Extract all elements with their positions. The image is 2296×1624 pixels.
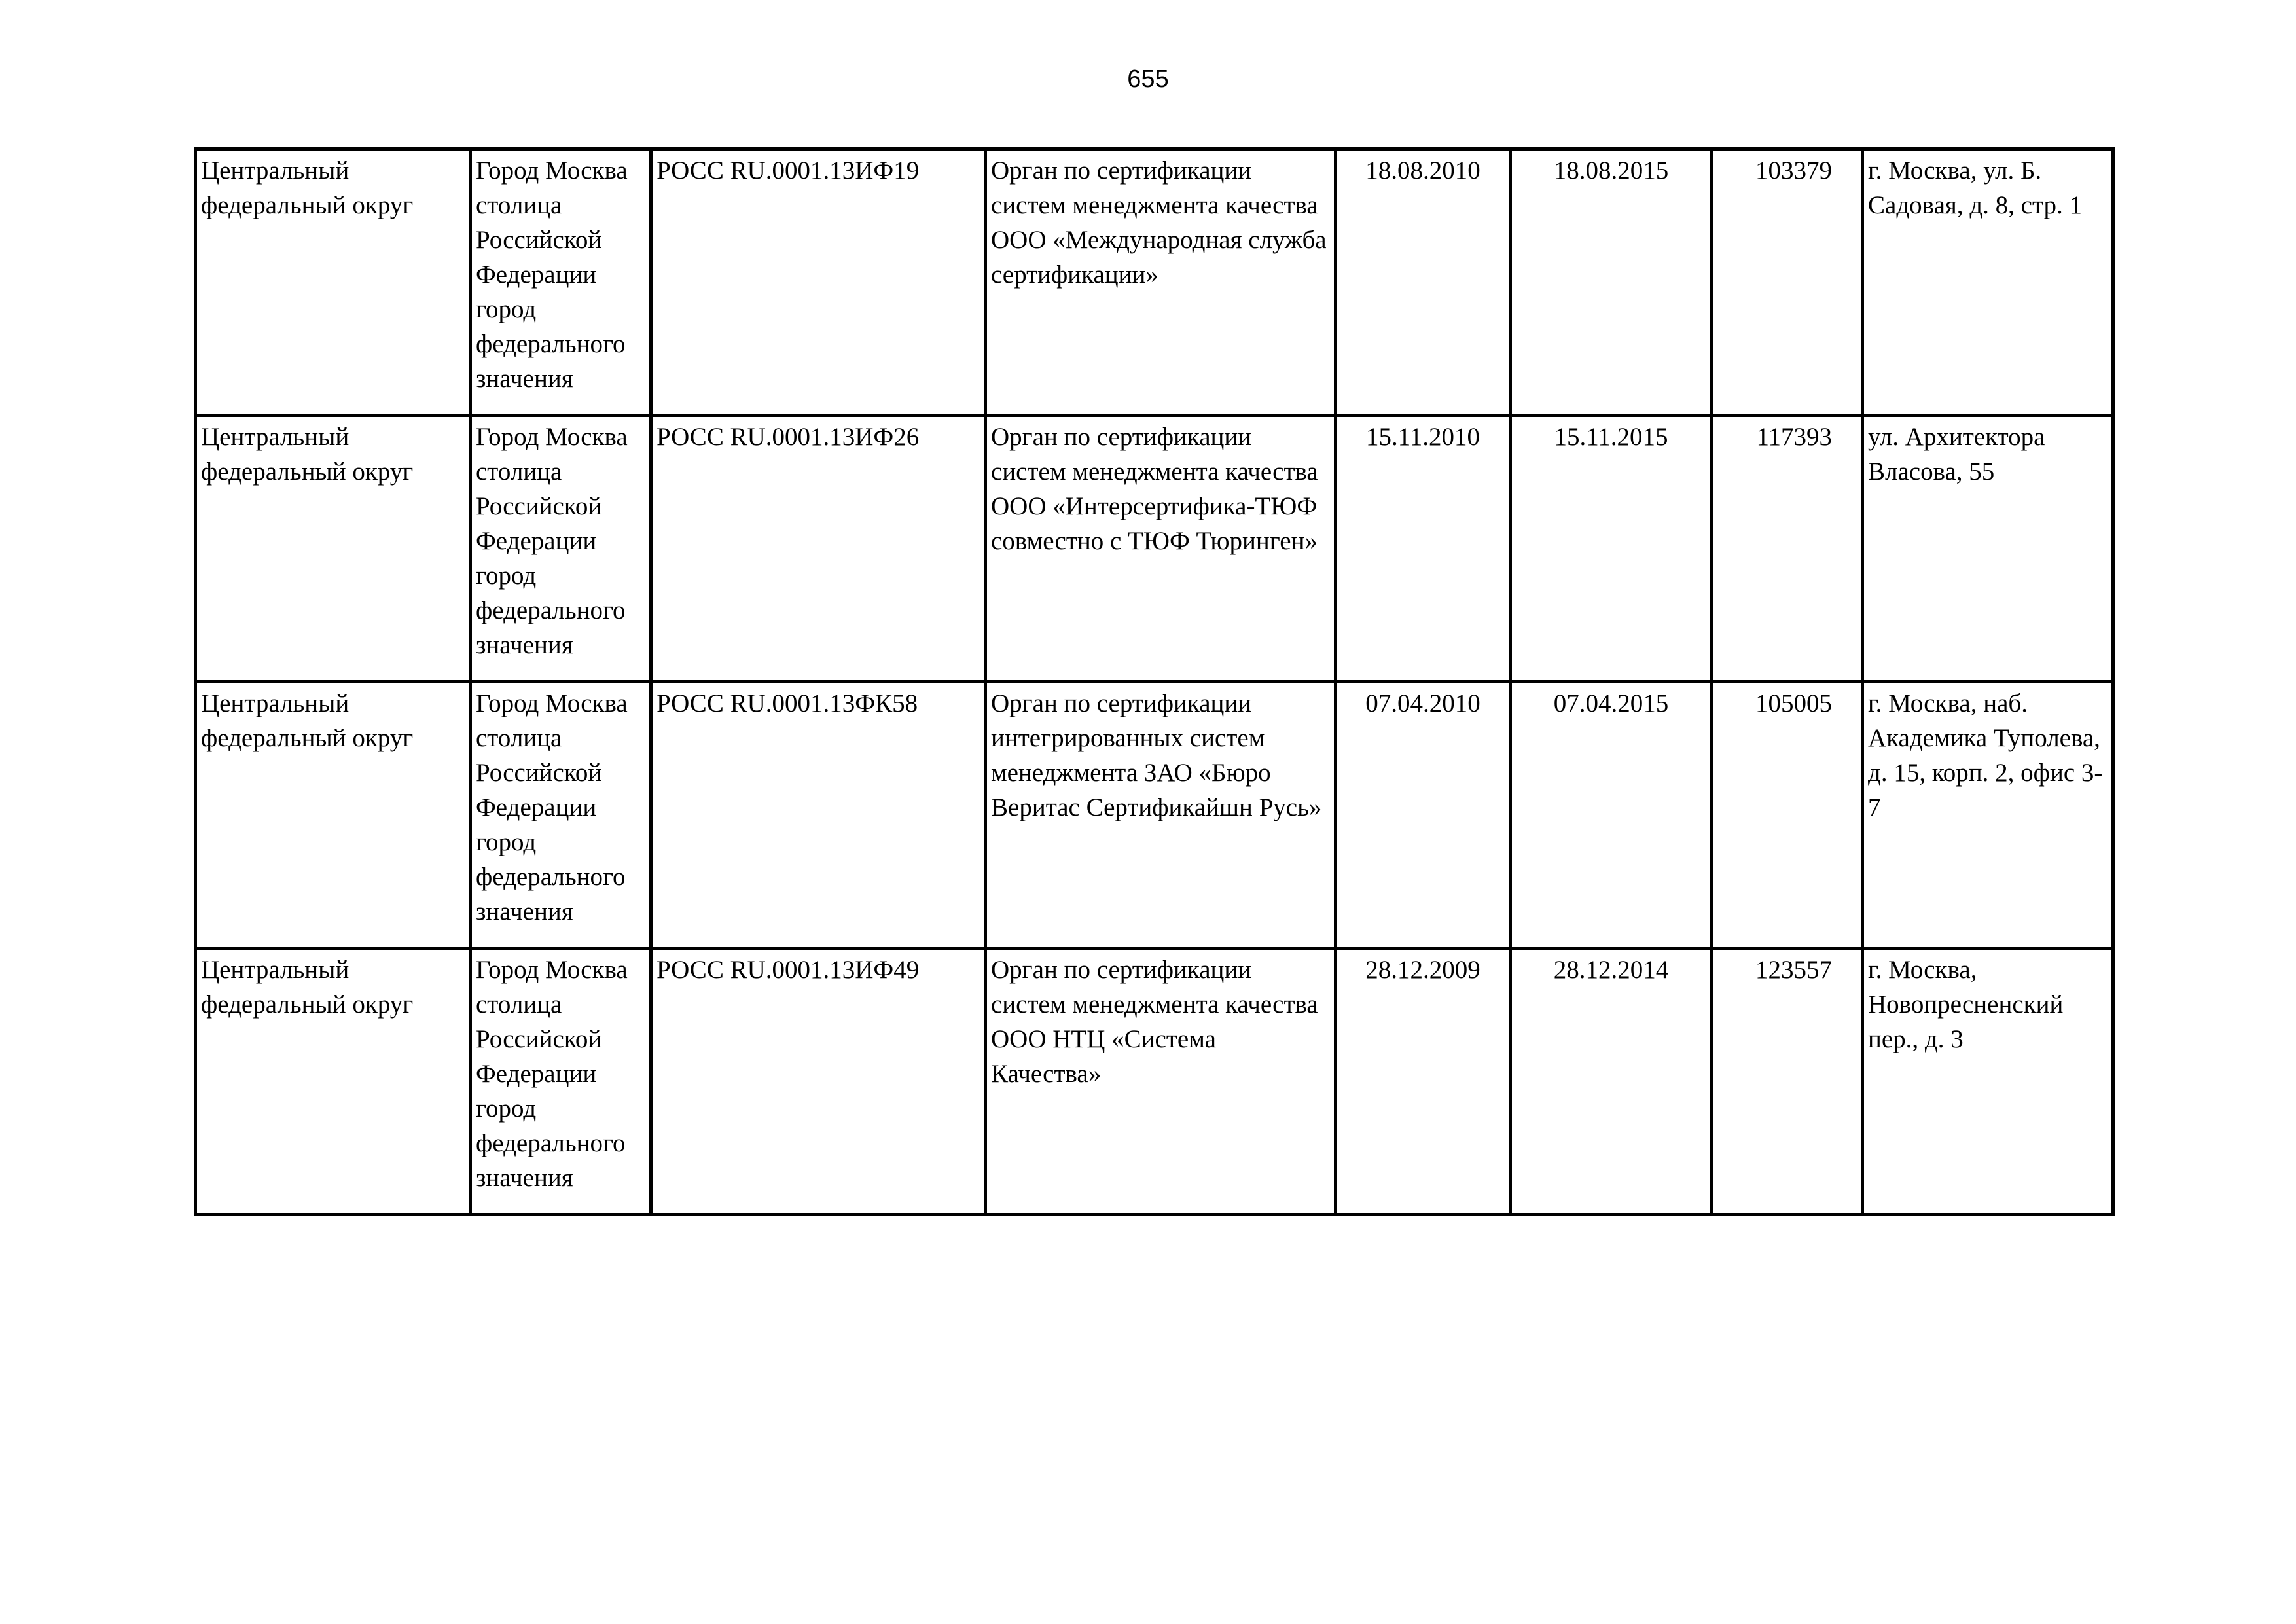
address-text: г. Москва, ул. Б. Садовая, д. 8, стр. 1: [1868, 156, 2082, 219]
table-row: [196, 682, 2113, 948]
date-to-cell: [1511, 416, 1712, 682]
registration-code-cell: [651, 682, 986, 948]
registration-code-text: РОСС RU.0001.13ИФ19: [656, 156, 920, 185]
registration-code-cell: [651, 416, 986, 682]
date-to-text: 07.04.2015: [1553, 689, 1669, 717]
date-to-cell: [1511, 149, 1712, 416]
date-from-cell: [1336, 682, 1511, 948]
page-number: 655: [1127, 65, 1169, 93]
district-text: Центральный федеральный округ: [201, 956, 414, 1019]
date-from-text: 18.08.2010: [1365, 156, 1480, 185]
registration-code-cell: [651, 948, 986, 1215]
district-text: Центральный федеральный округ: [201, 156, 414, 219]
date-to-text: 18.08.2015: [1553, 156, 1669, 185]
organization-cell: [986, 149, 1336, 416]
address-cell: [1863, 416, 2113, 682]
subject-text: Город Москва столица Российской Федерации город федерального значения: [476, 956, 628, 1192]
subject-cell: [471, 682, 651, 948]
date-from-cell: [1336, 416, 1511, 682]
organization-cell: [986, 682, 1336, 948]
address-cell: [1863, 149, 2113, 416]
zip-cell: [1712, 948, 1863, 1215]
organization-text: Орган по сертификации систем менеджмента качества ООО НТЦ «Система Качества»: [991, 956, 1318, 1088]
date-to-text: 28.12.2014: [1553, 956, 1669, 984]
organization-cell: [986, 948, 1336, 1215]
organization-cell: [986, 416, 1336, 682]
district-cell: [196, 416, 471, 682]
subject-text: Город Москва столица Российской Федерации город федерального значения: [476, 423, 628, 659]
registration-code-text: РОСС RU.0001.13ФК58: [656, 689, 918, 717]
subject-cell: [471, 149, 651, 416]
date-from-text: 28.12.2009: [1365, 956, 1480, 984]
date-to-cell: [1511, 948, 1712, 1215]
zip-text: 117393: [1756, 423, 1832, 451]
organization-text: Орган по сертификации систем менеджмента качества ООО «Интерсертифика-ТЮФ совместно с ТЮФ Тюринген»: [991, 423, 1318, 555]
organization-text: Орган по сертификации систем менеджмента качества ООО «Международная служба сертификации»: [991, 156, 1327, 289]
date-from-text: 07.04.2010: [1365, 689, 1480, 717]
table-row: [196, 416, 2113, 682]
subject-cell: [471, 416, 651, 682]
registration-code-text: РОСС RU.0001.13ИФ49: [656, 956, 920, 984]
district-text: Центральный федеральный округ: [201, 423, 414, 486]
address-text: г. Москва, наб. Академика Туполева, д. 15, корп. 2, офис 3-7: [1868, 689, 2103, 821]
table-row: [196, 948, 2113, 1215]
registration-code-cell: [651, 149, 986, 416]
organization-text: Орган по сертификации интегрированных систем менеджмента ЗАО «Бюро Веритас Сертификайшн Русь»: [991, 689, 1322, 821]
district-text: Центральный федеральный округ: [201, 689, 414, 752]
date-from-cell: [1336, 149, 1511, 416]
registration-code-text: РОСС RU.0001.13ИФ26: [656, 423, 920, 451]
date-to-cell: [1511, 682, 1712, 948]
district-cell: [196, 948, 471, 1215]
zip-text: 103379: [1755, 156, 1832, 185]
zip-text: 105005: [1755, 689, 1832, 717]
certification-registry-table: [194, 147, 2115, 1216]
subject-text: Город Москва столица Российской Федерации город федерального значения: [476, 156, 628, 393]
zip-text: 123557: [1755, 956, 1832, 984]
zip-cell: [1712, 149, 1863, 416]
zip-cell: [1712, 416, 1863, 682]
table-row: [196, 149, 2113, 416]
address-text: ул. Архитектора Власова, 55: [1868, 423, 2045, 486]
address-cell: [1863, 948, 2113, 1215]
district-cell: [196, 149, 471, 416]
district-cell: [196, 682, 471, 948]
subject-text: Город Москва столица Российской Федерации город федерального значения: [476, 689, 628, 926]
address-cell: [1863, 682, 2113, 948]
subject-cell: [471, 948, 651, 1215]
date-from-text: 15.11.2010: [1365, 423, 1480, 451]
date-from-cell: [1336, 948, 1511, 1215]
zip-cell: [1712, 682, 1863, 948]
address-text: г. Москва, Новопресненский пер., д. 3: [1868, 956, 2064, 1053]
date-to-text: 15.11.2015: [1554, 423, 1668, 451]
